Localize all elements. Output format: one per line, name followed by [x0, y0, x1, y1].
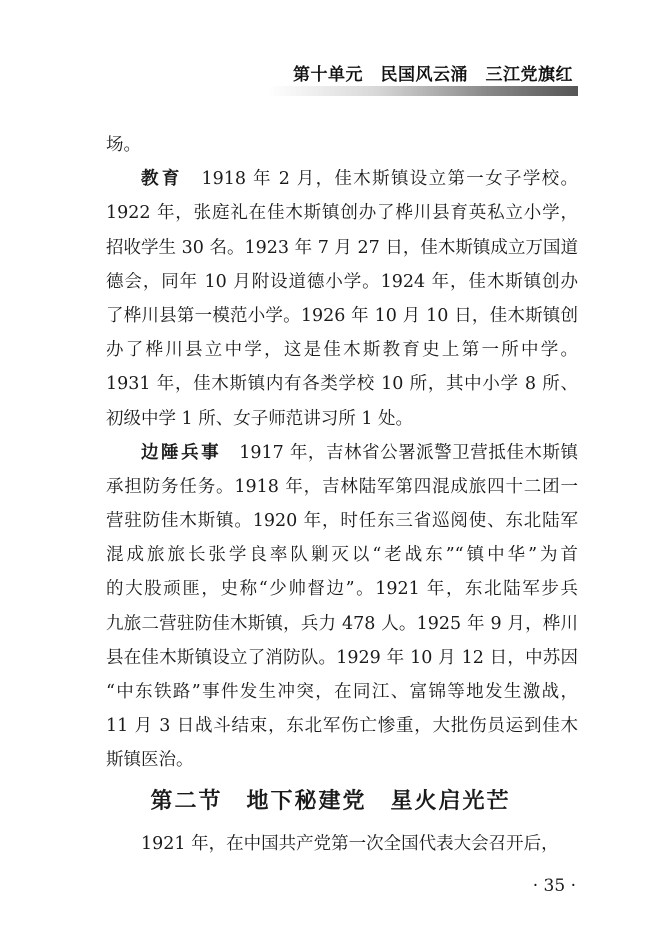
education-line-7: 1931 年，佳木斯镇内有各类学校 10 所，其中小学 8 所、 — [106, 374, 578, 395]
education-line-3: 招收学生 30 名。1923 年 7 月 27 日，佳木斯镇成立万国道 — [106, 237, 578, 258]
military-line-1 — [106, 436, 578, 470]
military-line-10: 斯镇医治。 — [106, 750, 194, 771]
education-lead: 教育 — [141, 169, 183, 190]
education-line-1-text: 1918 年 2 月，佳木斯镇设立第一女子学校。 — [201, 169, 579, 190]
military-lead: 边陲兵事 — [141, 442, 222, 463]
military-line-7: 县在佳木斯镇设立了消防队。1929 年 10 月 12 日，中苏因 — [106, 647, 578, 668]
education-line-6: 办了桦川县立中学，这是佳木斯教育史上第一所中学。 — [106, 340, 578, 361]
page-number: · 35 · — [532, 876, 576, 896]
military-line-6: 九旅二营驻防佳木斯镇，兵力 478 人。1925 年 9 月，桦川 — [106, 613, 578, 634]
header-gradient-bar — [268, 86, 578, 96]
military-line-1-text: 1917 年，吉林省公署派警卫营抵佳木斯镇 — [239, 442, 578, 463]
military-line-9: 11 月 3 日战斗结束，东北军伤亡惨重，大批伤员运到佳木 — [106, 716, 578, 737]
education-line-5: 了桦川县第一模范小学。1926 年 10 月 10 日，佳木斯镇创 — [106, 305, 578, 326]
body-text — [106, 128, 578, 778]
continuation-line: 场。 — [106, 135, 141, 155]
military-line-3: 营驻防佳木斯镇。1920 年，时任东三省巡阅使、东北陆军 — [106, 511, 578, 532]
military-line-2: 承担防务任务。1918 年，吉林陆军第四混成旅四十二团一 — [106, 476, 578, 497]
military-line-8: “中东铁路”事件发生冲突，在同江、富锦等地发生激战， — [106, 682, 578, 702]
military-line-4: 混成旅旅长张学良率队剿灭以“老战东”“镇中华”为首 — [106, 545, 578, 566]
education-line-2: 1922 年，张庭礼在佳木斯镇创办了桦川县育英私立小学， — [106, 203, 578, 224]
section-first-line: 1921 年，在中国共产党第一次全国代表大会召开后， — [141, 834, 559, 854]
education-line-4: 德会，同年 10 月附设道德小学。1924 年，佳木斯镇创办 — [106, 271, 578, 292]
education-line-1 — [106, 162, 578, 196]
header-title: 第十单元 民国风云涌 三江党旗红 — [293, 65, 573, 85]
military-line-5: 的大股顽匪，史称“少帅督边”。1921 年，东北陆军步兵 — [106, 579, 578, 600]
education-line-8: 初级中学 1 所、女子师范讲习所 1 处。 — [106, 408, 414, 429]
section-body — [106, 827, 578, 861]
running-header — [0, 60, 661, 90]
section-heading: 第二节 地下秘建党 星火启光芒 — [150, 789, 511, 814]
